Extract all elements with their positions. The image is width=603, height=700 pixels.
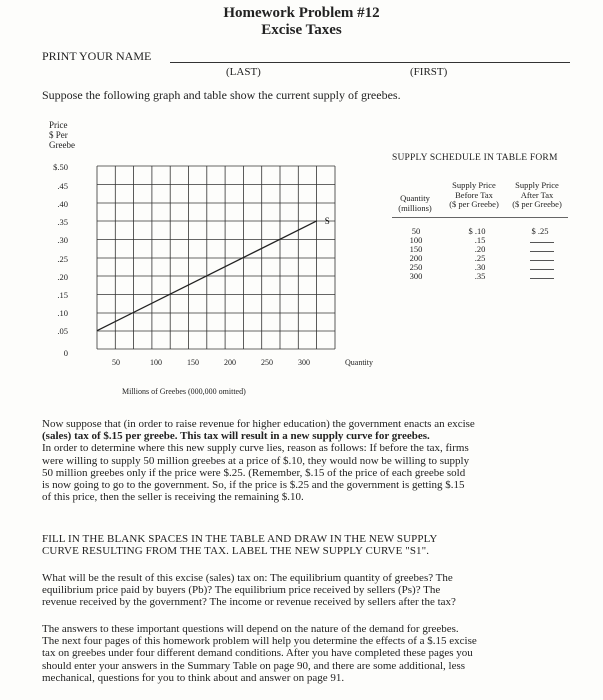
quantity-cell: 150 — [409, 244, 423, 254]
y-tick-label: .20 — [57, 272, 68, 282]
chart-grid — [97, 166, 335, 349]
x-axis-caption: Millions of Greebes (000,000 omitted) — [122, 387, 246, 396]
x-tick-label: 100 — [150, 358, 162, 367]
page-title: Homework Problem #12 — [223, 5, 380, 21]
y-tick-label: .45 — [57, 181, 68, 191]
y-tick-label: .10 — [57, 308, 68, 318]
before-tax-cell: .15 — [474, 235, 486, 245]
quantity-cell: 200 — [409, 253, 423, 263]
y-tick-label: .15 — [57, 290, 68, 300]
name-label: PRINT YOUR NAME — [42, 49, 152, 63]
y-tick-label: 0 — [63, 348, 68, 358]
y-tick-label: .25 — [57, 254, 68, 264]
paragraph-instructions: FILL IN THE BLANK SPACES IN THE TABLE AND DRAW IN THE NEW SUPPLY CURVE RESULTING FROM THE TAX. LABEL THE NEW SUPPLY CURVE "S1". — [42, 533, 438, 558]
before-tax-cell: .30 — [474, 262, 486, 272]
quantity-column-header: Quantity (millions) — [398, 193, 432, 213]
after-tax-blank[interactable] — [530, 251, 554, 252]
x-tick-label: 300 — [298, 358, 310, 367]
y-tick-label: .30 — [57, 235, 68, 245]
after-tax-blank[interactable] — [530, 242, 554, 243]
quantity-cell: 300 — [409, 271, 423, 281]
paragraph-demand-note: The answers to these important questions will depend on the nature of the demand for greebes. The next four pages of this homework problem will help you determine the effects of a $.15 excise tax on greebes under four different demand conditions. After you have completed these pages you should enter your answers in the Summary Table on page 90, and there are some additional, less mechanical, questions for you to think about and answer on page 91. — [42, 623, 477, 684]
quantity-cell: 100 — [409, 235, 423, 245]
table-header-rule — [392, 217, 568, 218]
x-tick-label: 250 — [261, 358, 273, 367]
page-subtitle: Excise Taxes — [261, 22, 342, 38]
x-axis-title: Quantity — [345, 358, 373, 367]
before-tax-cell: .20 — [474, 244, 486, 254]
after-tax-blank[interactable] — [530, 278, 554, 279]
y-tick-label: .40 — [57, 199, 68, 209]
y-tick-label: .35 — [57, 217, 68, 227]
before-tax-cell: .25 — [474, 253, 486, 263]
before-tax-column-header: Supply Price Before Tax ($ per Greebe) — [449, 180, 499, 209]
paragraph-tax-explanation: Now suppose that (in order to raise revenue for higher education) the government enacts an excise (sales) tax of $.15 per greebe. This tax will result in a new supply curve for greebes. In order to determine where this new supply curve lies, reason as follows: If before the tax, firms were willing to supply 50 million greebes at a price of $.10, they would now be willing to supply 50 million greebes only if the price were $.25. (Remember, $.15 of the price of each greebe sold is now going to go to the government. So, if the price is $.25 and the government is getting $.15 of this price, then the seller is receiving the remaining $.10. — [42, 418, 475, 504]
supply-curve-label: S — [324, 215, 330, 226]
before-tax-cell: $ .10 — [468, 226, 486, 236]
paragraph-questions: What will be the result of this excise (sales) tax on: The equilibrium quantity of greebes? The equilibrium price paid by buyers (Pb)? The equilibrium price received by sellers (Ps)? The revenue received by the government? The income or revenue received by sellers after the tax? — [42, 572, 456, 609]
schedule-title: SUPPLY SCHEDULE IN TABLE FORM — [392, 153, 558, 163]
after-tax-cell: $ .25 — [531, 226, 549, 236]
first-name-label: (FIRST) — [410, 66, 448, 78]
after-tax-column-header: Supply Price After Tax ($ per Greebe) — [512, 180, 562, 209]
after-tax-blank[interactable] — [530, 269, 554, 270]
after-tax-blank[interactable] — [530, 260, 554, 261]
y-tick-label: $.50 — [53, 162, 68, 172]
intro-text: Suppose the following graph and table show the current supply of greebes. — [42, 88, 401, 102]
quantity-cell: 250 — [409, 262, 423, 272]
x-tick-label: 50 — [112, 358, 120, 367]
y-tick-label: .05 — [57, 326, 68, 336]
x-tick-label: 150 — [187, 358, 199, 367]
quantity-cell: 50 — [411, 226, 421, 236]
last-name-label: (LAST) — [226, 66, 261, 78]
y-axis-title: Price $ Per Greebe — [49, 120, 75, 150]
x-tick-label: 200 — [224, 358, 236, 367]
before-tax-cell: .35 — [474, 271, 486, 281]
